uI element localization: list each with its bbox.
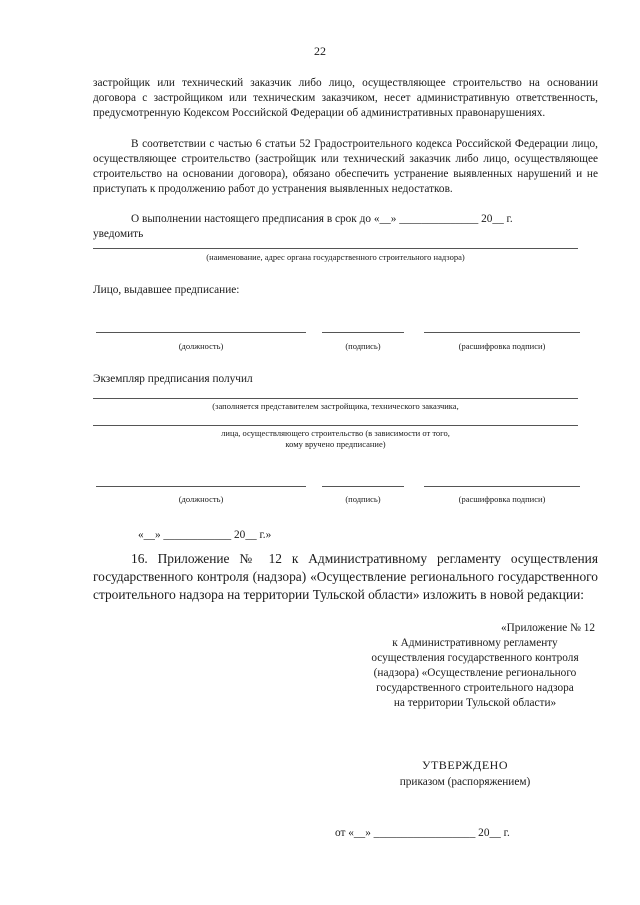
issuer-signature-line: [322, 332, 404, 333]
notify-label: уведомить: [93, 228, 144, 240]
approved-by: приказом (распоряжением): [399, 776, 531, 788]
paragraph-deadline: О выполнении настоящего предписания в срок до «__» ______________ 20__ г.: [131, 213, 513, 225]
paragraph-liability: застройщик или технический заказчик либо лицо, осуществляющее строительство на основании договора с застройщиком или техническим заказчиком, несет административную ответственность, предусмотренную Кодексом Российской Федерации об административных правонарушениях.: [93, 77, 598, 119]
receiver-line-2: [93, 425, 578, 426]
receiver-position-caption: (должность): [178, 494, 224, 504]
receiver-signature-line: [322, 486, 404, 487]
issuer-decode-line: [424, 332, 580, 333]
appendix-header-line: на территории Тульской области»: [393, 697, 557, 709]
receiver-signature-caption: (подпись): [345, 494, 381, 504]
receiver-decode-caption: (расшифровка подписи): [458, 494, 546, 504]
issuer-position-caption: (должность): [178, 341, 224, 351]
section-16-paragraph: 16. Приложение № 12 к Административному регламенту осуществления государственного контроля (надзора) «Осуществление регионального государственного строительного надзора на территории Тульской области» изложить в новой редакции:: [93, 551, 598, 602]
receiver-label: Экземпляр предписания получил: [93, 373, 253, 385]
appendix-header-line: (надзора) «Осуществление регионального: [373, 667, 577, 679]
appendix-header-line: «Приложение № 12: [500, 622, 595, 634]
receiver-position-line: [96, 486, 306, 487]
appendix-header-line: к Административному регламенту: [392, 637, 558, 649]
receiver-caption-3: кому вручено предписание): [285, 439, 386, 449]
appendix-header-line: государственного строительного надзора: [376, 682, 574, 694]
receipt-date: «__» ____________ 20__ г.»: [138, 529, 272, 541]
receiver-caption-1: (заполняется представителем застройщика, технического заказчика,: [212, 401, 459, 411]
issuer-position-line: [96, 332, 306, 333]
appendix-header: [340, 621, 610, 711]
receiver-line-1: [93, 398, 578, 399]
appendix-header-line: осуществления государственного контроля: [371, 652, 579, 664]
organ-caption: (наименование, адрес органа государственного строительного надзора): [206, 252, 465, 262]
paragraph-obligation: В соответствии с частью 6 статьи 52 Градостроительного кодекса Российской Федерации лицо, осуществляющее строительство (застройщик или технический заказчик либо лицо, осуществляющее строительство на основании договора), обязано обеспечить устранение выявленных нарушений и не приступать к продолжению работ до устранения выявленных недостатков.: [93, 138, 598, 195]
issuer-decode-caption: (расшифровка подписи): [458, 341, 546, 351]
issuer-label: Лицо, выдавшее предписание:: [93, 284, 240, 296]
issuer-signature-caption: (подпись): [345, 341, 381, 351]
organ-fill-line: [93, 248, 578, 249]
receiver-decode-line: [424, 486, 580, 487]
approved-title: УТВЕРЖДЕНО: [421, 758, 508, 772]
receiver-caption-2: лица, осуществляющего строительство (в зависимости от того,: [221, 428, 450, 438]
approved-date: от «__» __________________ 20__ г.: [335, 827, 510, 839]
page-number: 22: [314, 44, 326, 58]
